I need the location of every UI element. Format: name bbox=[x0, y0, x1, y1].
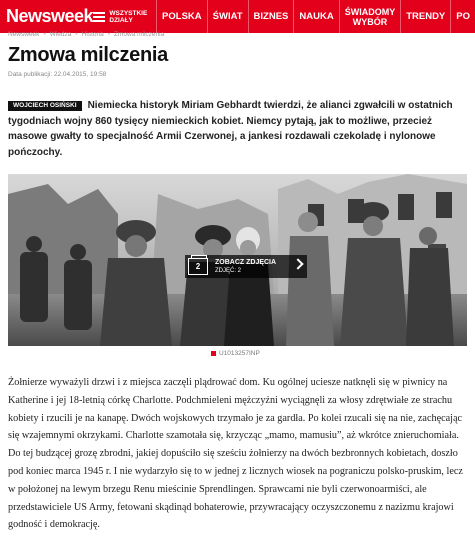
nav-item-polska[interactable]: POLSKA bbox=[156, 0, 207, 33]
author-badge[interactable]: WOJCIECH OSIŃSKI bbox=[8, 101, 82, 111]
breadcrumb-separator: • bbox=[75, 31, 78, 38]
gallery-text bbox=[215, 258, 276, 276]
gallery-subtitle: ZDJĘĆ: 2 bbox=[215, 267, 242, 274]
breadcrumb-item[interactable]: Historia bbox=[81, 31, 104, 38]
red-square-icon bbox=[211, 351, 216, 356]
gallery-stack-icon bbox=[188, 258, 208, 275]
nav-item-po[interactable]: PO bbox=[450, 0, 475, 33]
menu-label-line1: WSZYSTKIE bbox=[109, 9, 148, 17]
hamburger-icon bbox=[93, 12, 105, 22]
top-navigation-bar bbox=[0, 0, 475, 33]
publication-date: Data publikacji: 22.04.2015, 19:58 bbox=[8, 71, 107, 78]
article-lead bbox=[8, 98, 468, 160]
article-photo[interactable] bbox=[8, 174, 467, 346]
photo-credit-text: U1013257INP bbox=[219, 350, 260, 357]
photo-credit bbox=[211, 350, 260, 357]
nav-label-wybor: WYBÓR bbox=[352, 16, 388, 27]
article-body: Żołnierze wyważyli drzwi i z miejsca zaczęli plądrować dom. Ku ogólnej uciesze natknęli się w piwnicy na Katherine i jej 18-letnią córkę Charlotte. Podchmieleni mężczyźni wyciągnęli za włosy zdrętwiałe ze strachu kobiety i rzucili je na kanapę. Dwóch wojskowych trzymało je za gardła. Po kolei rzucali się na nie, zachęcając się wzajemnymi okrzykami. Charlotte szamotała się, krzycząc „mamo, mamusiu”, aż wkrótce znieruchomiała. Do tej budzącej grozę zbrodni, jakiej dopuściło się sześciu żołnierzy na dwóch bezbronnych kobietach, doszło pod koniec marca 1945 r. I nie wydarzyło się to w jednej z licznych wiosek na pograniczu polsko-pruskim, lecz w położonej na lewym brzegu Renu mieścinie Sprendlingen. Sprawcami nie byli czerwonoarmiści, ale przedstawiciele US Army, fetowani skądinąd bohaterowie, przywracający oczyszczonemu z nazizmu krajowi godność i demokrację. bbox=[8, 377, 463, 531]
main-nav bbox=[156, 0, 475, 33]
breadcrumb-item-current: Zmowa milczenia bbox=[114, 31, 165, 38]
all-sections-label bbox=[109, 10, 147, 24]
article-title: Zmowa milczenia bbox=[8, 44, 168, 66]
all-sections-menu-button[interactable] bbox=[93, 10, 156, 24]
nav-item-swiadomy-wybor[interactable] bbox=[339, 0, 401, 33]
gallery-count: 2 bbox=[195, 262, 201, 271]
view-gallery-button[interactable] bbox=[185, 255, 307, 278]
chevron-right-icon bbox=[292, 258, 303, 269]
gallery-title: ZOBACZ ZDJĘCIA bbox=[215, 258, 277, 266]
breadcrumb bbox=[8, 31, 164, 38]
breadcrumb-separator: • bbox=[107, 31, 111, 38]
nav-item-trendy[interactable]: TRENDY bbox=[400, 0, 450, 33]
nav-item-biznes[interactable]: BIZNES bbox=[248, 0, 294, 33]
breadcrumb-item[interactable]: Newsweek bbox=[8, 31, 40, 38]
newsweek-logo[interactable]: Newsweek bbox=[6, 6, 94, 26]
breadcrumb-separator: • bbox=[43, 31, 46, 38]
nav-label-swiadomy: ŚWIADOMY bbox=[344, 6, 396, 17]
nav-item-nauka[interactable]: NAUKA bbox=[293, 0, 338, 33]
lead-text: Niemiecka historyk Miriam Gebhardt twierdzi, że alianci zgwałcili w ostatnich tygodniach wojny 860 tysięcy niemieckich kobiet. Niemcy pytają, jak to możliwe, przecież masowe gwałty to specjalność Armii Czerwonej, a jankesi rozdawali czekoladę i nylonowe pończochy. bbox=[8, 100, 453, 158]
nav-item-swiat[interactable]: ŚWIAT bbox=[207, 0, 248, 33]
breadcrumb-item[interactable]: Wiedza bbox=[49, 31, 72, 38]
menu-label-line2: DZIAŁY bbox=[109, 16, 133, 24]
